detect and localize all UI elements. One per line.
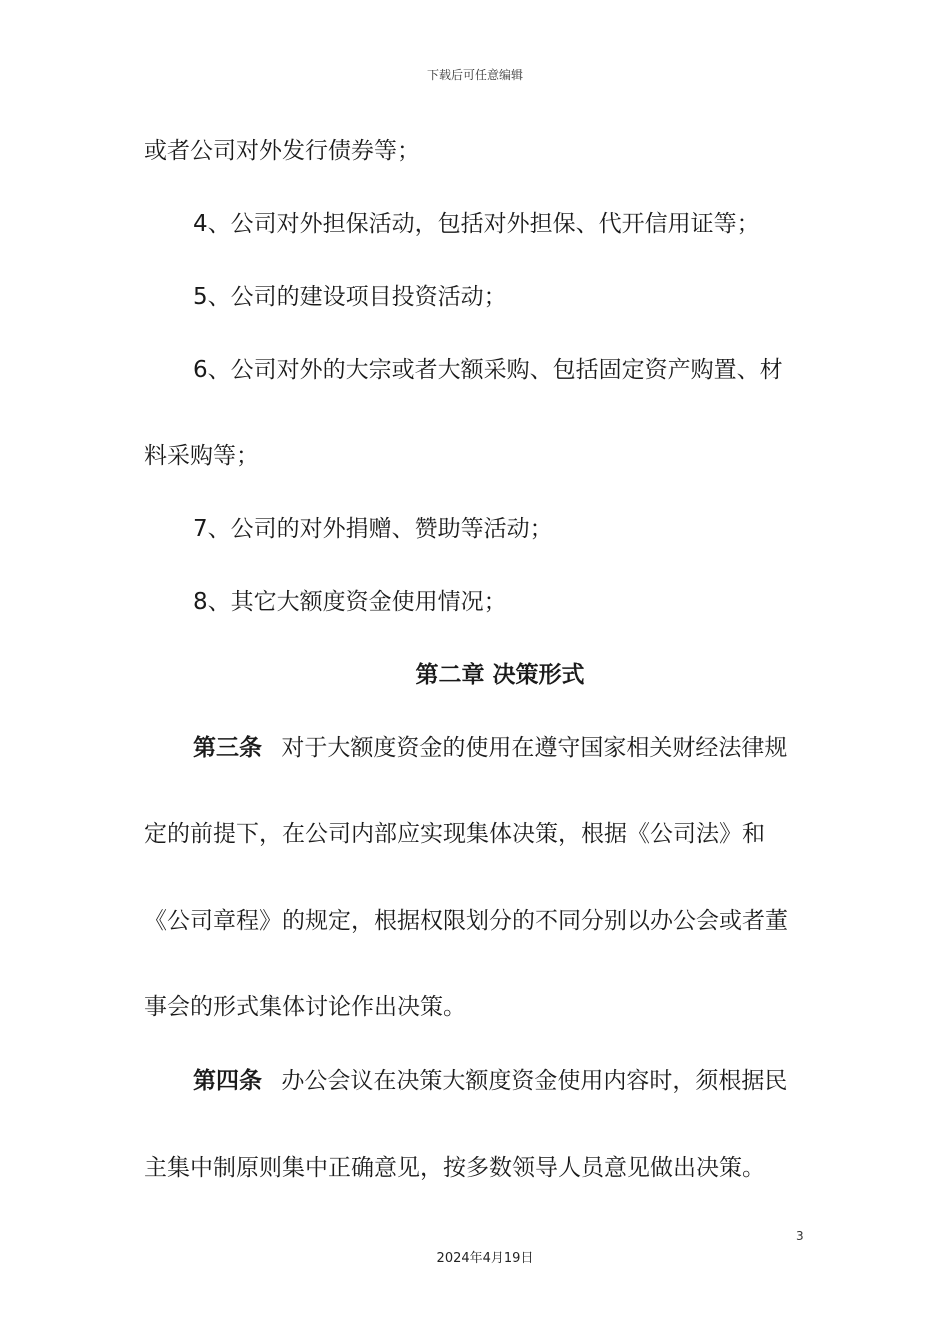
article-4-line-2: 主集中制原则集中正确意见，按多数领导人员意见做出决策。 <box>144 1155 765 1181</box>
article-3-label: 第三条 <box>193 735 262 761</box>
article-4-label: 第四条 <box>193 1068 262 1094</box>
page-number: 3 <box>796 1229 804 1243</box>
article-3-line-4: 事会的形式集体讨论作出决策。 <box>144 994 466 1020</box>
list-item: 5、公司的建设项目投资活动； <box>193 284 507 310</box>
list-item: 4、公司对外担保活动，包括对外担保、代开信用证等； <box>193 211 760 237</box>
list-item: 8、其它大额度资金使用情况； <box>193 589 507 615</box>
article-4-line-1 <box>193 1066 787 1096</box>
body-line: 或者公司对外发行债券等； <box>144 138 420 164</box>
body-line: 料采购等； <box>144 443 259 469</box>
page-header: 下载后可任意编辑 <box>426 68 523 82</box>
article-3-line-1 <box>193 733 787 763</box>
article-4-text: 办公会议在决策大额度资金使用内容时，须根据民 <box>281 1068 788 1094</box>
footer-date: 2024年4月19日 <box>436 1251 534 1266</box>
list-item: 7、公司的对外捐赠、赞助等活动； <box>193 516 553 542</box>
article-3-line-2: 定的前提下，在公司内部应实现集体决策，根据《公司法》和 <box>144 821 765 847</box>
article-3-line-3: 《公司章程》的规定，根据权限划分的不同分别以办公会或者董 <box>144 908 788 934</box>
list-item: 6、公司对外的大宗或者大额采购、包括固定资产购置、材 <box>193 357 783 383</box>
article-3-text: 对于大额度资金的使用在遵守国家相关财经法律规 <box>281 735 788 761</box>
chapter-heading: 第二章 决策形式 <box>415 662 585 688</box>
